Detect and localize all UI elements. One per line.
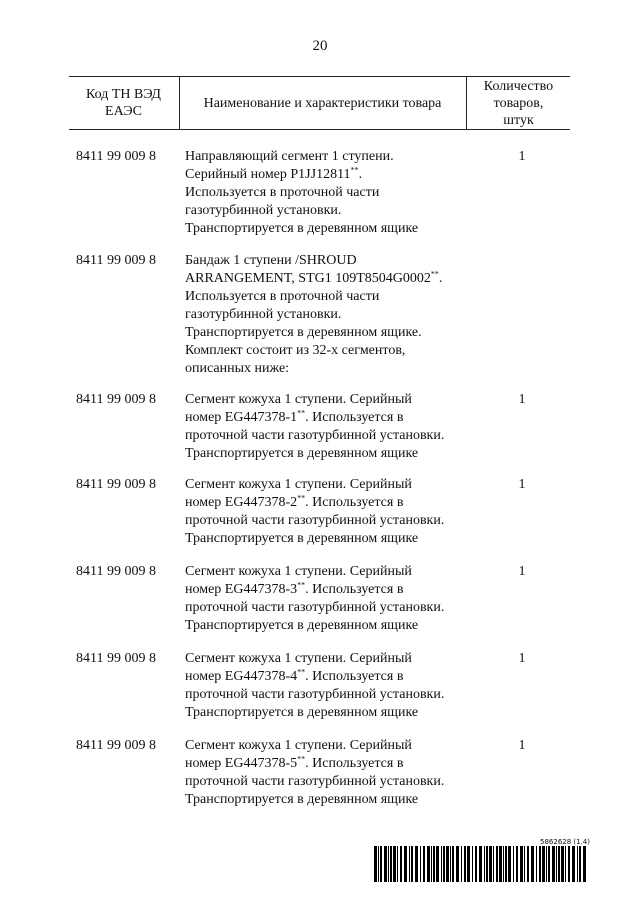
description-text: Сегмент кожуха 1 ступени. Серийный (185, 392, 412, 407)
description-text: Направляющий сегмент 1 ступени. (185, 149, 394, 164)
description-text: Транспортируется в деревянном ящике (185, 618, 419, 633)
header-description-line: Наименование и характеристики товара (203, 95, 442, 111)
description-text: номер EG447378-1 (185, 410, 298, 425)
description-line (185, 530, 475, 548)
description-line (185, 184, 475, 202)
description-line (185, 391, 475, 409)
commodity-code: 8411 99 009 8 (76, 392, 156, 407)
description-line (185, 342, 475, 360)
header-quantity-line: Количество (483, 78, 554, 94)
description-line (185, 166, 475, 184)
description-line (185, 409, 475, 427)
description-line (185, 617, 475, 635)
description-line (185, 306, 475, 324)
description-text: проточной части газотурбинной установки. (185, 774, 445, 789)
description-text-tail: . Используется в (305, 582, 404, 597)
commodity-code: 8411 99 009 8 (76, 149, 156, 164)
description-text: номер EG447378-2 (185, 495, 298, 510)
description-text: Серийный номер P1JJ12811 (185, 167, 351, 182)
item-quantity: 1 (518, 392, 526, 407)
description-text: Сегмент кожуха 1 ступени. Серийный (185, 564, 412, 579)
description-line (185, 288, 475, 306)
footnote-marker: ** (350, 165, 359, 175)
footnote-marker: ** (297, 667, 306, 677)
footnote-marker: ** (297, 580, 306, 590)
description-text: Бандаж 1 ступени /SHROUD (185, 253, 357, 268)
description-line (185, 202, 475, 220)
description-text: Комплект состоит из 32-х сегментов, (185, 343, 406, 358)
item-description (185, 650, 475, 722)
description-text: газотурбинной установки. (185, 307, 342, 322)
description-text: Сегмент кожуха 1 ступени. Серийный (185, 738, 412, 753)
description-line (185, 737, 475, 755)
page-number: 20 (312, 38, 328, 54)
description-line (185, 427, 475, 445)
description-text: ARRANGEMENT, STG1 109T8504G0002 (185, 271, 431, 286)
item-quantity: 1 (518, 564, 526, 579)
description-line (185, 270, 475, 288)
description-text: Транспортируется в деревянном ящике. (185, 325, 422, 340)
commodity-code: 8411 99 009 8 (76, 651, 156, 666)
commodity-code: 8411 99 009 8 (76, 564, 156, 579)
description-line (185, 668, 475, 686)
description-text: номер EG447378-5 (185, 756, 298, 771)
description-text: Транспортируется в деревянном ящике (185, 446, 419, 461)
barcode-label: 5862628 (1.4) (540, 838, 590, 846)
item-quantity: 1 (518, 477, 526, 492)
header-quantity-line: штук (503, 112, 534, 128)
description-line (185, 773, 475, 791)
header-quantity-line: товаров, (493, 95, 544, 111)
item-description (185, 252, 475, 378)
footnote-marker: ** (430, 269, 439, 279)
description-line (185, 252, 475, 270)
description-text-tail: . (358, 167, 363, 182)
description-line (185, 581, 475, 599)
header-code-line: ЕАЭС (105, 104, 142, 119)
header-quantity-column (467, 77, 570, 129)
commodity-code: 8411 99 009 8 (76, 477, 156, 492)
description-text: газотурбинной установки. (185, 203, 342, 218)
description-text: Сегмент кожуха 1 ступени. Серийный (185, 651, 412, 666)
description-text: Транспортируется в деревянном ящике (185, 221, 419, 236)
description-line (185, 563, 475, 581)
description-line (185, 686, 475, 704)
description-line (185, 755, 475, 773)
description-text: Используется в проточной части (185, 185, 380, 200)
description-text: описанных ниже: (185, 361, 290, 376)
item-quantity: 1 (518, 738, 526, 753)
description-line (185, 791, 475, 809)
description-text: проточной части газотурбинной установки. (185, 513, 445, 528)
barcode-icon (374, 846, 590, 882)
description-text: Используется в проточной части (185, 289, 380, 304)
item-description (185, 563, 475, 635)
table-header (69, 76, 570, 130)
description-line (185, 148, 475, 166)
description-line (185, 220, 475, 238)
item-quantity: 1 (518, 651, 526, 666)
description-line (185, 324, 475, 342)
description-line (185, 599, 475, 617)
barcode-block (374, 838, 590, 882)
item-description (185, 391, 475, 463)
item-quantity: 1 (518, 149, 526, 164)
description-line (185, 476, 475, 494)
description-text: Сегмент кожуха 1 ступени. Серийный (185, 477, 412, 492)
description-line (185, 704, 475, 722)
header-code-column (69, 77, 178, 129)
item-description (185, 476, 475, 548)
commodity-code: 8411 99 009 8 (76, 738, 156, 753)
description-text: проточной части газотурбинной установки. (185, 600, 445, 615)
description-text-tail: . Используется в (305, 495, 404, 510)
item-description (185, 737, 475, 809)
description-text-tail: . Используется в (305, 756, 404, 771)
description-line (185, 445, 475, 463)
header-code-line: Код ТН ВЭД (86, 87, 161, 102)
description-text: номер EG447378-3 (185, 582, 298, 597)
item-description (185, 148, 475, 238)
description-text: проточной части газотурбинной установки. (185, 687, 445, 702)
description-text-tail: . Используется в (305, 669, 404, 684)
header-description-column (180, 77, 465, 129)
footnote-marker: ** (297, 754, 306, 764)
description-text: Транспортируется в деревянном ящике (185, 531, 419, 546)
footnote-marker: ** (297, 408, 306, 418)
description-line (185, 650, 475, 668)
description-line (185, 512, 475, 530)
description-line (185, 494, 475, 512)
description-text: Транспортируется в деревянном ящике (185, 705, 419, 720)
description-line (185, 360, 475, 378)
footnote-marker: ** (297, 493, 306, 503)
description-text-tail: . (438, 271, 443, 286)
description-text: проточной части газотурбинной установки. (185, 428, 445, 443)
description-text: номер EG447378-4 (185, 669, 298, 684)
description-text: Транспортируется в деревянном ящике (185, 792, 419, 807)
description-text-tail: . Используется в (305, 410, 404, 425)
commodity-code: 8411 99 009 8 (76, 253, 156, 268)
